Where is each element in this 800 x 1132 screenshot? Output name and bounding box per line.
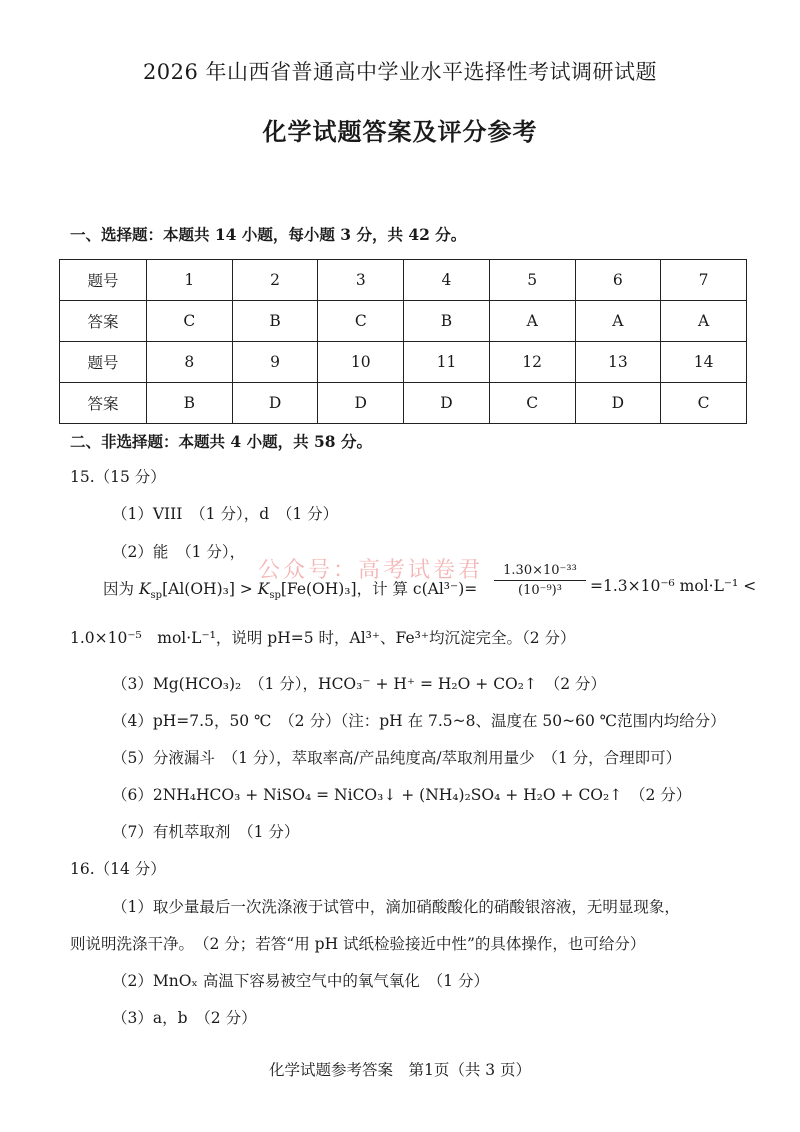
question-number: 14 bbox=[661, 342, 747, 383]
fraction-numerator: 1.30×10⁻³³ bbox=[503, 563, 577, 578]
question-number: 1 bbox=[147, 260, 233, 301]
q15-part7: （7）有机萃取剂 （1 分） bbox=[112, 823, 300, 841]
table-row bbox=[60, 260, 747, 301]
fraction-denominator: (10⁻⁹)³ bbox=[518, 583, 562, 598]
q16-part2: （2）MnOₓ 高温下容易被空气中的氧气氧化 （1 分） bbox=[112, 972, 489, 990]
table-row bbox=[60, 383, 747, 424]
answer-cell: C bbox=[147, 301, 233, 342]
watermark: 公众号：高考试卷君 bbox=[258, 558, 484, 583]
q16-header: 16.（14 分） bbox=[70, 860, 166, 878]
question-number: 7 bbox=[661, 260, 747, 301]
q15-part4: （4）pH=7.5，50 ℃ （2 分）（注：pH 在 7.5~8、温度在 50~60 ℃范围内均给分） bbox=[112, 712, 726, 730]
q15-part5: （5）分液漏斗 （1 分），萃取率高/产品纯度高/萃取剂用量少 （1 分，合理即可） bbox=[112, 749, 682, 767]
q15-header: 15.（15 分） bbox=[70, 468, 166, 486]
answer-cell: D bbox=[404, 383, 490, 424]
answer-cell: A bbox=[575, 301, 661, 342]
exam-subtitle: 化学试题答案及评分参考 bbox=[262, 117, 538, 146]
ksp-fe: [Fe(OH)₃]，计 算 c(Al³⁻)= bbox=[280, 580, 478, 598]
q15-part2-conclusion: 1.0×10⁻⁵ mol·L⁻¹，说明 pH=5 时，Al³⁺、Fe³⁺均沉淀完全。（2 分） bbox=[70, 629, 576, 647]
answer-cell: B bbox=[147, 383, 233, 424]
question-number: 13 bbox=[575, 342, 661, 383]
table-row bbox=[60, 301, 747, 342]
question-number: 11 bbox=[404, 342, 490, 383]
question-number: 12 bbox=[489, 342, 575, 383]
exam-title: 2026 年山西省普通高中学业水平选择性考试调研试题 bbox=[142, 60, 658, 84]
row-label-number: 题号 bbox=[60, 342, 147, 383]
answer-table bbox=[59, 259, 747, 424]
concentration-fraction bbox=[494, 563, 586, 598]
answer-cell: B bbox=[404, 301, 490, 342]
answer-cell: C bbox=[489, 383, 575, 424]
answer-cell: D bbox=[575, 383, 661, 424]
answer-cell: C bbox=[318, 301, 404, 342]
q16-part1: （1）取少量最后一次洗涤液于试管中，滴加硝酸酸化的硝酸银溶液，无明显现象， bbox=[112, 898, 680, 916]
row-label-answer: 答案 bbox=[60, 383, 147, 424]
answer-cell: B bbox=[232, 301, 318, 342]
answer-cell: C bbox=[661, 383, 747, 424]
table-row bbox=[60, 342, 747, 383]
answer-cell: A bbox=[661, 301, 747, 342]
question-number: 2 bbox=[232, 260, 318, 301]
q16-part1-cont: 则说明洗涤干净。 （2 分；若答“用 pH 试纸检验接近中性”的具体操作，也可给分） bbox=[70, 935, 646, 953]
section-2-heading: 二、非选择题：本题共 4 小题，共 58 分。 bbox=[70, 432, 372, 451]
ksp-al: [Al(OH)₃] > bbox=[162, 580, 258, 598]
question-number: 6 bbox=[575, 260, 661, 301]
page-footer: 化学试题参考答案 第1页（共 3 页） bbox=[268, 1061, 532, 1079]
question-number: 10 bbox=[318, 342, 404, 383]
question-number: 3 bbox=[318, 260, 404, 301]
question-number: 8 bbox=[147, 342, 233, 383]
q15-part1: （1）VIII （1 分），d （1 分） bbox=[112, 505, 339, 523]
q15-part3: （3）Mg(HCO₃)₂ （1 分），HCO₃⁻ + H⁺ = H₂O + CO₂↑ （2 分） bbox=[112, 675, 606, 693]
question-number: 5 bbox=[489, 260, 575, 301]
q15-part2: （2）能 （1 分）， bbox=[112, 543, 246, 561]
q15-part6: （6）2NH₄HCO₃ + NiSO₄ = NiCO₃↓ + (NH₄)₂SO₄ + H₂O + CO₂↑ （2 分） bbox=[112, 786, 692, 804]
q16-part3: （3）a，b （2 分） bbox=[112, 1009, 257, 1027]
row-label-answer: 答案 bbox=[60, 301, 147, 342]
answer-cell: D bbox=[232, 383, 318, 424]
question-number: 4 bbox=[404, 260, 490, 301]
question-number: 9 bbox=[232, 342, 318, 383]
section-1-heading: 一、选择题：本题共 14 小题，每小题 3 分，共 42 分。 bbox=[70, 225, 467, 244]
reason-prefix: 因为 bbox=[103, 580, 135, 598]
q15-part2-reason: 因为 $K_{sp}[Al(OH)_3] > K_{sp}[Fe(OH)_3]$，计 算 c(Al³⁻)= bbox=[103, 580, 478, 602]
answer-cell: D bbox=[318, 383, 404, 424]
answer-cell: A bbox=[489, 301, 575, 342]
q15-part2-result: =1.3×10⁻⁶ mol·L⁻¹ < bbox=[590, 577, 757, 595]
row-label-number: 题号 bbox=[60, 260, 147, 301]
